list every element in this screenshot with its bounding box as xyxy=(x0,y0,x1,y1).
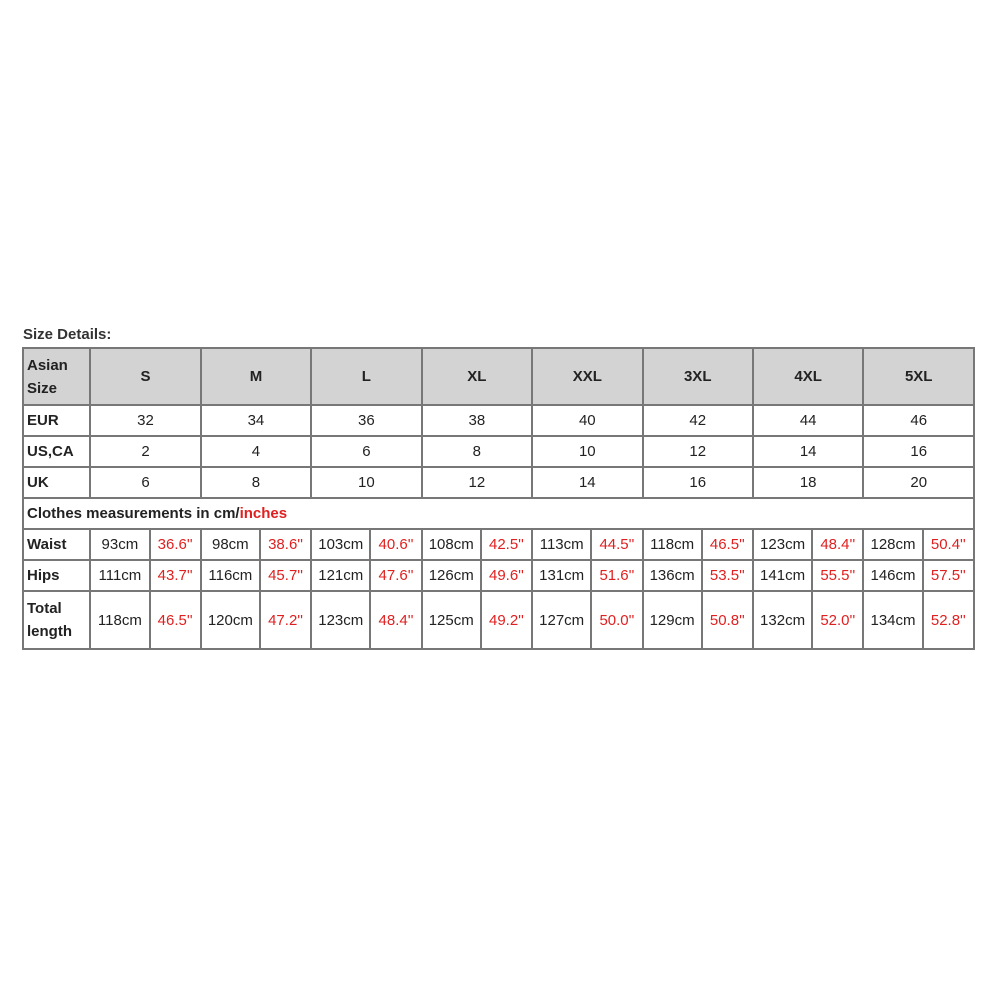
waist-cm: 113cm xyxy=(532,529,591,560)
us-ca-value: 10 xyxy=(532,436,642,467)
measurements-section-heading xyxy=(23,498,974,529)
hips-inch: 47.6'' xyxy=(370,560,421,591)
uk-row xyxy=(23,467,974,498)
size-header-3xl: 3XL xyxy=(643,348,753,405)
us-ca-label: US,CA xyxy=(23,436,90,467)
waist-cm: 103cm xyxy=(311,529,370,560)
total-length-cm: 134cm xyxy=(863,591,922,649)
size-chart-body xyxy=(23,348,974,649)
eur-value: 42 xyxy=(643,405,753,436)
size-header-xxl: XXL xyxy=(532,348,642,405)
us-ca-row xyxy=(23,436,974,467)
us-ca-value: 16 xyxy=(863,436,974,467)
total-length-inch: 49.2'' xyxy=(481,591,532,649)
measurements-section-row xyxy=(23,498,974,529)
waist-label: Waist xyxy=(23,529,90,560)
hips-cm: 126cm xyxy=(422,560,481,591)
total-length-row xyxy=(23,591,974,649)
uk-value: 8 xyxy=(201,467,311,498)
uk-value: 16 xyxy=(643,467,753,498)
waist-cm: 128cm xyxy=(863,529,922,560)
hips-inch: 57.5'' xyxy=(923,560,974,591)
hips-row xyxy=(23,560,974,591)
total-length-inch: 46.5'' xyxy=(150,591,201,649)
eur-value: 40 xyxy=(532,405,642,436)
waist-inch: 44.5'' xyxy=(591,529,642,560)
total-length-inch: 50.0'' xyxy=(591,591,642,649)
eur-row xyxy=(23,405,974,436)
total-length-cm: 120cm xyxy=(201,591,260,649)
size-header-4xl: 4XL xyxy=(753,348,863,405)
hips-cm: 121cm xyxy=(311,560,370,591)
uk-value: 14 xyxy=(532,467,642,498)
size-header-xl: XL xyxy=(422,348,532,405)
eur-value: 46 xyxy=(863,405,974,436)
us-ca-value: 6 xyxy=(311,436,421,467)
waist-cm: 108cm xyxy=(422,529,481,560)
total-length-cm: 132cm xyxy=(753,591,812,649)
size-header-5xl: 5XL xyxy=(863,348,974,405)
uk-value: 20 xyxy=(863,467,974,498)
waist-cm: 98cm xyxy=(201,529,260,560)
eur-label: EUR xyxy=(23,405,90,436)
uk-value: 10 xyxy=(311,467,421,498)
us-ca-value: 2 xyxy=(90,436,200,467)
hips-inch: 49.6'' xyxy=(481,560,532,591)
hips-cm: 141cm xyxy=(753,560,812,591)
asian-size-row xyxy=(23,348,974,405)
size-header-s: S xyxy=(90,348,200,405)
waist-cm: 118cm xyxy=(643,529,702,560)
uk-value: 18 xyxy=(753,467,863,498)
hips-inch: 43.7'' xyxy=(150,560,201,591)
total-length-inch: 52.0'' xyxy=(812,591,863,649)
eur-value: 34 xyxy=(201,405,311,436)
waist-inch: 50.4'' xyxy=(923,529,974,560)
waist-inch: 48.4'' xyxy=(812,529,863,560)
asian-size-label: Asian Size xyxy=(23,348,90,405)
hips-cm: 111cm xyxy=(90,560,149,591)
hips-label: Hips xyxy=(23,560,90,591)
waist-inch: 36.6'' xyxy=(150,529,201,560)
total-length-cm: 129cm xyxy=(643,591,702,649)
us-ca-value: 12 xyxy=(643,436,753,467)
section-inches: inches xyxy=(239,505,288,522)
waist-cm: 123cm xyxy=(753,529,812,560)
hips-cm: 146cm xyxy=(863,560,922,591)
eur-value: 44 xyxy=(753,405,863,436)
size-header-m: M xyxy=(201,348,311,405)
waist-inch: 38.6'' xyxy=(260,529,311,560)
total-length-inch: 47.2'' xyxy=(260,591,311,649)
hips-inch: 55.5'' xyxy=(812,560,863,591)
uk-label: UK xyxy=(23,467,90,498)
uk-value: 6 xyxy=(90,467,200,498)
waist-row xyxy=(23,529,974,560)
size-header-l: L xyxy=(311,348,421,405)
hips-cm: 136cm xyxy=(643,560,702,591)
total-length-inch: 50.8'' xyxy=(702,591,753,649)
total-length-cm: 127cm xyxy=(532,591,591,649)
waist-cm: 93cm xyxy=(90,529,149,560)
waist-inch: 40.6'' xyxy=(370,529,421,560)
eur-value: 32 xyxy=(90,405,200,436)
hips-cm: 131cm xyxy=(532,560,591,591)
hips-inch: 53.5'' xyxy=(702,560,753,591)
waist-inch: 46.5'' xyxy=(702,529,753,560)
total-length-cm: 118cm xyxy=(90,591,149,649)
hips-inch: 51.6'' xyxy=(591,560,642,591)
uk-value: 12 xyxy=(422,467,532,498)
total-length-label: Total length xyxy=(23,591,90,649)
total-length-inch: 52.8'' xyxy=(923,591,974,649)
hips-inch: 45.7'' xyxy=(260,560,311,591)
us-ca-value: 14 xyxy=(753,436,863,467)
total-length-cm: 125cm xyxy=(422,591,481,649)
total-length-inch: 48.4'' xyxy=(370,591,421,649)
size-chart-table xyxy=(22,347,975,650)
us-ca-value: 4 xyxy=(201,436,311,467)
us-ca-value: 8 xyxy=(422,436,532,467)
hips-cm: 116cm xyxy=(201,560,260,591)
size-details-title: Size Details: xyxy=(23,326,112,343)
eur-value: 36 xyxy=(311,405,421,436)
section-prefix: Clothes measurements in cm/ xyxy=(27,505,240,522)
eur-value: 38 xyxy=(422,405,532,436)
waist-inch: 42.5'' xyxy=(481,529,532,560)
total-length-cm: 123cm xyxy=(311,591,370,649)
